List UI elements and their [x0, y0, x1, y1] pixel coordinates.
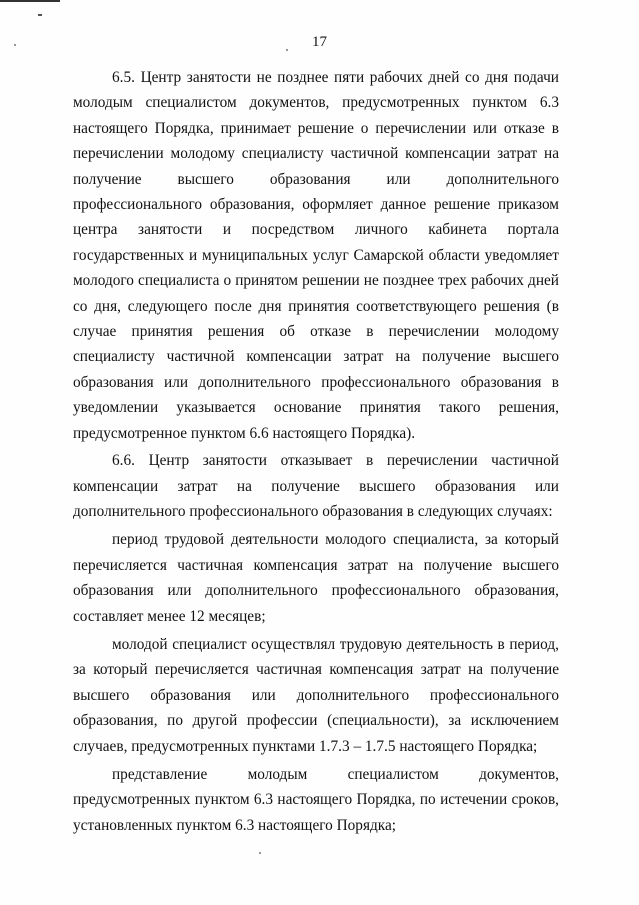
list-item-late-documents: представление молодым специалистом документов, предусмотренных пунктом 6.3 настоящего Порядка, по истечении сроков, установленных пунктом 6.3 настоящего Порядка;: [73, 765, 559, 834]
scan-speck: [259, 852, 261, 854]
scan-artifact-mark: [38, 14, 42, 16]
list-item-work-period: период трудовой деятельности молодого специалиста, за который перечисляется частичная компенсация затрат на получение высшего образования или дополнительного профессионального образования, составляет менее 12 месяцев;: [73, 531, 559, 625]
document-body: [73, 65, 559, 841]
paragraph-6-6: 6.6. Центр занятости отказывает в перечислении частичной компенсации затрат на получение высшего образования или дополнительного профессионального образования в следующих случаях:: [73, 452, 559, 520]
list-item-other-profession: молодой специалист осуществлял трудовую деятельность в период, за который перечисляется частичная компенсация затрат на получение высшего образования или дополнительного профессионального образования, по другой профессии (специальности), за исключением случаев, предусмотренных пунктами 1.7.3 – 1.7.5 настоящего Порядка;: [73, 635, 559, 755]
paragraph-6-5: 6.5. Центр занятости не позднее пяти рабочих дней со дня подачи молодым специалистом документов, предусмотренных пунктом 6.3 настоящего Порядка, принимает решение о перечислении или отказе в перечислении молодому специалисту частичной компенсации затрат на получение высшего образования или дополнительного профессионального образования, оформляет данное решение приказом центра занятости и посредством личного кабинета портала государственных и муниципальных услуг Самарской области уведомляет молодого специалиста о принятом решении не позднее трех рабочих дней со дня, следующего после дня принятия соответствующего решения (в случае принятия решения об отказе в перечислении молодому специалисту частичной компенсации затрат на получение высшего образования или дополнительного профессионального образования в уведомлении указывается основание принятия такого решения, предусмотренное пунктом 6.6 настоящего Порядка).: [73, 69, 559, 442]
scan-artifact-line: [0, 0, 60, 2]
page-number: 17: [312, 34, 327, 50]
